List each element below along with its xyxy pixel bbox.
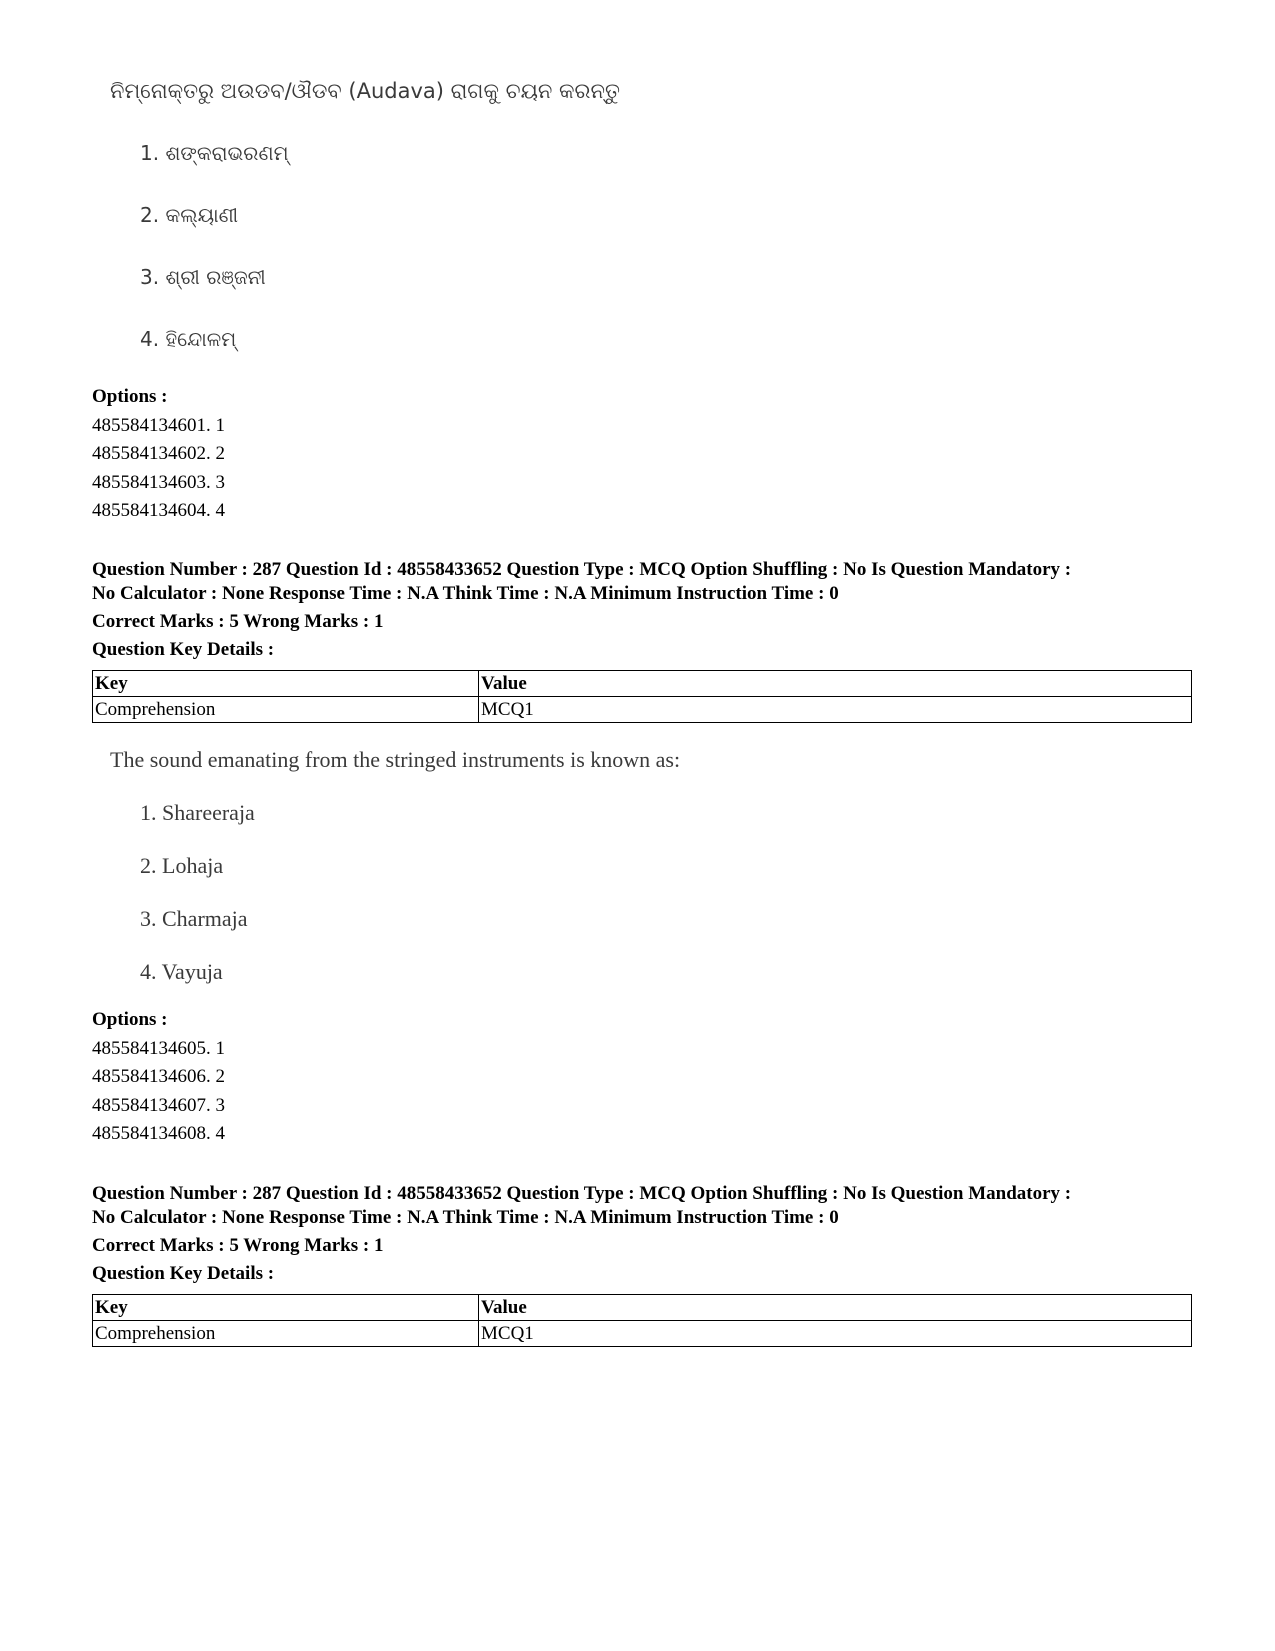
table-cell: MCQ1 — [479, 697, 1192, 723]
key-details-table — [92, 1294, 1192, 1347]
question-stem: The sound emanating from the stringed instruments is known as: — [110, 747, 681, 772]
question-meta-line: No Calculator : None Response Time : N.A Think Time : N.A Minimum Instruction Time : 0 — [92, 1207, 839, 1228]
option-item: 485584134607. 3 — [92, 1094, 225, 1116]
table-header-row — [93, 671, 1192, 697]
question-meta-line: Question Number : 287 Question Id : 48558433652 Question Type : MCQ Option Shuffling : No Is Question Mandatory : — [92, 1183, 1072, 1204]
question-meta — [92, 1182, 1202, 1286]
options-list — [92, 383, 225, 526]
option-item: 485584134602. 2 — [92, 443, 225, 464]
question-choice: 2. Lohaja — [140, 853, 224, 878]
table-header-cell: Value — [479, 1295, 1192, 1321]
question-marks: Correct Marks : 5 Wrong Marks : 1 — [92, 611, 384, 632]
question-key-details-label: Question Key Details : — [92, 639, 275, 660]
table-row — [93, 1321, 1192, 1347]
table-header-row — [93, 1295, 1192, 1321]
question-choice: 1. Shareeraja — [140, 800, 255, 825]
table-header-cell: Key — [93, 671, 479, 697]
option-item: 485584134601. 1 — [92, 414, 225, 436]
question-image-english — [110, 747, 681, 984]
option-item: 485584134606. 2 — [92, 1066, 225, 1087]
question-marks: Correct Marks : 5 Wrong Marks : 1 — [92, 1235, 384, 1256]
option-item: 485584134605. 1 — [92, 1037, 225, 1059]
table-row — [93, 697, 1192, 723]
table-cell: Comprehension — [93, 1321, 479, 1347]
question-meta — [92, 558, 1202, 662]
question-choice: 3. ଶ୍ରୀ ରଞ୍ଜନୀ — [140, 265, 266, 289]
question-choice: 4. Vayuja — [140, 959, 223, 984]
table-cell: Comprehension — [93, 697, 479, 723]
question-choice: 4. ହିନ୍ଦୋଳମ୍ — [140, 327, 237, 351]
key-details-table — [92, 670, 1192, 723]
question-meta-line: No Calculator : None Response Time : N.A Think Time : N.A Minimum Instruction Time : 0 — [92, 583, 839, 604]
question-choice: 3. Charmaja — [140, 906, 248, 931]
option-item: 485584134608. 4 — [92, 1123, 225, 1144]
question-image-odia — [110, 78, 620, 351]
question-choice: 1. ଶଙ୍କରାଭରଣମ୍ — [140, 141, 289, 165]
table-header-cell: Value — [479, 671, 1192, 697]
table-header-cell: Key — [93, 1295, 479, 1321]
question-meta-line: Question Number : 287 Question Id : 48558433652 Question Type : MCQ Option Shuffling : No Is Question Mandatory : — [92, 559, 1072, 580]
options-title: Options : — [92, 1009, 168, 1030]
options-list — [92, 1006, 225, 1149]
question-key-details-label: Question Key Details : — [92, 1263, 275, 1284]
option-item: 485584134603. 3 — [92, 471, 225, 493]
options-title: Options : — [92, 386, 168, 407]
option-item: 485584134604. 4 — [92, 500, 225, 521]
question-choice: 2. କଲ୍ୟାଣୀ — [140, 203, 239, 227]
table-cell: MCQ1 — [479, 1321, 1192, 1347]
question-stem: ନିମ୍ନୋକ୍ତରୁ ଅଉଡବ/ଔଡବ (Audava) ରାଗକୁ ଚୟନ କରନ୍ତୁ — [110, 79, 620, 103]
